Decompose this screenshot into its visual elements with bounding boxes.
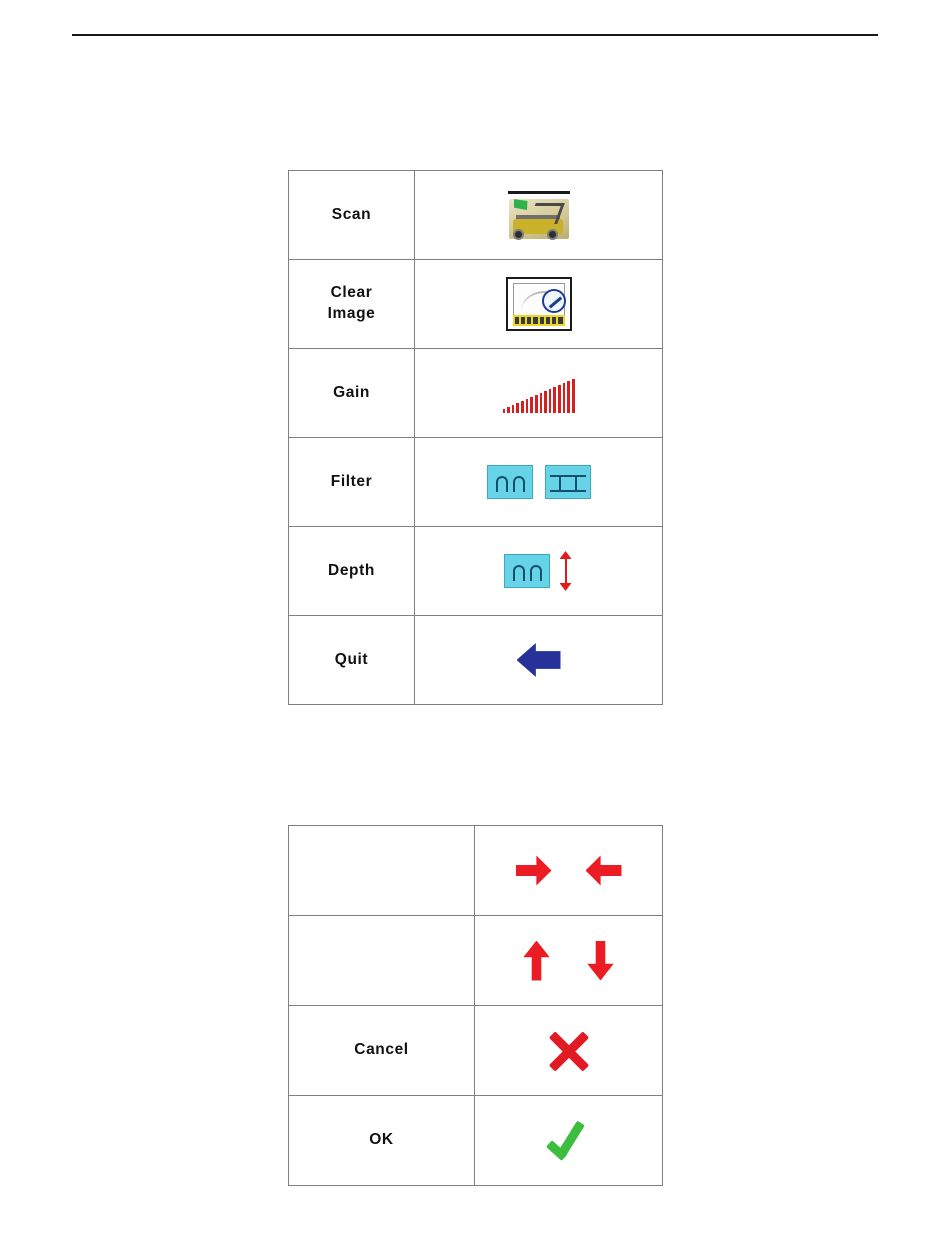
arrow-up-icon	[522, 941, 552, 981]
filter-tile-humps	[487, 465, 533, 499]
row-icon-filter	[415, 438, 663, 527]
row-icon-quit	[415, 616, 663, 705]
red-x-icon	[547, 1029, 591, 1073]
depth-tile-humps	[504, 554, 550, 588]
row-label-scan: Scan	[289, 171, 415, 260]
blue-left-arrow-icon	[517, 643, 561, 677]
right-left-arrows-icon	[516, 854, 622, 888]
row-icon-vertical-arrows	[475, 916, 663, 1006]
table-row	[289, 260, 663, 349]
row-icon-horizontal-arrows	[475, 826, 663, 916]
table-row	[289, 438, 663, 527]
table-row	[289, 916, 663, 1006]
row-icon-cancel	[475, 1006, 663, 1096]
filter-tile-flat	[545, 465, 591, 499]
table-row	[289, 616, 663, 705]
header-rule	[72, 34, 878, 36]
row-label-clear-image	[289, 260, 415, 349]
row-label-gain: Gain	[289, 349, 415, 438]
row-label-cancel: Cancel	[289, 1006, 475, 1096]
row-icon-scan	[415, 171, 663, 260]
scan-cart-icon	[502, 187, 576, 243]
clear-image-icon	[506, 277, 572, 331]
depth-arrow-icon	[504, 551, 574, 591]
table-row	[289, 171, 663, 260]
table-row	[289, 527, 663, 616]
row-label-clear-image-line2: Image	[327, 305, 376, 322]
row-icon-clear-image	[415, 260, 663, 349]
table-row	[289, 349, 663, 438]
row-label-horizontal-arrows	[289, 826, 475, 916]
arrow-right-icon	[516, 854, 552, 888]
arrow-down-icon	[586, 941, 616, 981]
arrow-left-icon	[586, 854, 622, 888]
gain-ramp-icon	[503, 373, 575, 413]
vertical-double-arrow-icon	[558, 551, 574, 591]
table-row	[289, 1096, 663, 1186]
green-check-icon	[545, 1119, 593, 1163]
row-icon-depth	[415, 527, 663, 616]
row-label-vertical-arrows	[289, 916, 475, 1006]
row-label-filter: Filter	[289, 438, 415, 527]
row-label-depth: Depth	[289, 527, 415, 616]
table-row	[289, 1006, 663, 1096]
row-label-quit: Quit	[289, 616, 415, 705]
function-icons-table	[288, 170, 663, 705]
filter-waveform-icon	[487, 465, 591, 499]
row-label-ok: OK	[289, 1096, 475, 1186]
row-label-clear-image-line1: Clear	[330, 284, 373, 302]
row-icon-gain	[415, 349, 663, 438]
navigation-icons-table	[288, 825, 663, 1186]
row-icon-ok	[475, 1096, 663, 1186]
table-row	[289, 826, 663, 916]
up-down-arrows-icon	[522, 941, 616, 981]
